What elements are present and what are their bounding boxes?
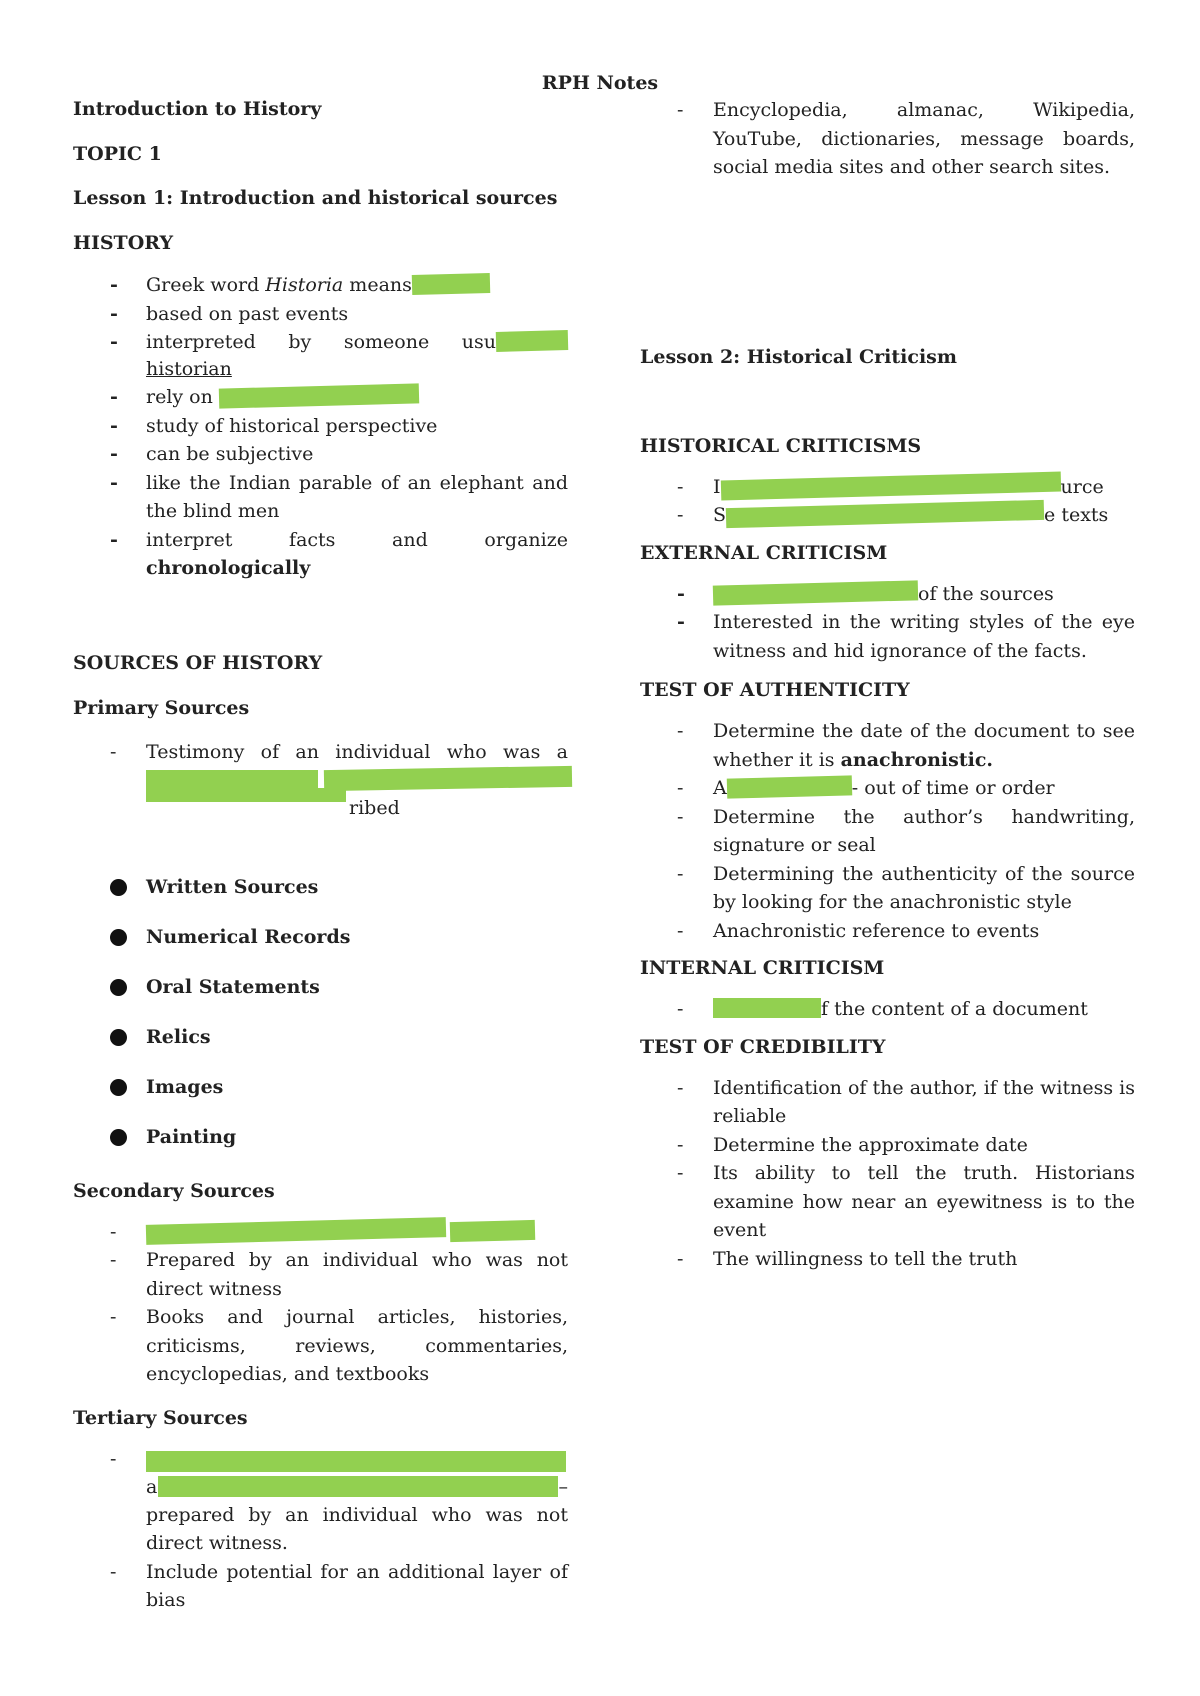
tertiary-heading: Tertiary Sources xyxy=(73,1406,248,1429)
list-item: - The willingness to tell the truth xyxy=(677,1247,1018,1270)
list-item: - Testimony of an individual who was a ribed xyxy=(73,738,568,852)
list-item: - interpret facts and organize chronologically xyxy=(110,528,568,579)
list-item: - Encyclopedia, almanac, Wikipedia, YouTube, dictionaries, message boards, social media sites and other search sites. xyxy=(677,99,1135,178)
list-item: - Include potential for an additional layer of bias xyxy=(110,1560,568,1611)
list-item: - Interested in the writing styles of the eye witness and hid ignorance of the facts. xyxy=(677,611,1135,662)
secondary-list xyxy=(73,1218,568,1389)
tertiary-list xyxy=(73,1445,568,1615)
list-item: - Its ability to tell the truth. Historians examine how near an eyewitness is to the event xyxy=(677,1162,1135,1241)
bullet-dot xyxy=(110,929,127,946)
redaction-highlight xyxy=(726,775,851,798)
redaction-highlight xyxy=(713,998,821,1018)
redaction-highlight xyxy=(146,1451,566,1472)
historical-criticisms-list xyxy=(640,473,1135,530)
internal-criticism-list xyxy=(640,995,1135,1024)
list-item: - based on past events xyxy=(110,302,349,325)
authenticity-list xyxy=(640,717,1135,945)
list-item: - a – prepared by an individual who was not direct witness. xyxy=(110,1447,568,1554)
list-item: - Determine the date of the document to see whether it is anachronistic. xyxy=(677,720,1135,771)
lesson2-heading: Lesson 2: Historical Criticism xyxy=(640,345,957,368)
list-item: - rely on xyxy=(73,383,568,412)
credibility-list xyxy=(640,1074,1135,1274)
redaction-highlight xyxy=(219,383,419,408)
tertiary-continued-list xyxy=(640,96,1135,182)
list-item: - Anachronistic reference to events xyxy=(677,919,1040,942)
redaction-highlight xyxy=(450,1219,535,1241)
list-item: - Prepared by an individual who was not direct witness xyxy=(110,1249,568,1300)
list-item: - like the Indian parable of an elephant and the blind men xyxy=(110,471,568,522)
credibility-heading: TEST OF CREDIBILITY xyxy=(640,1035,886,1058)
bullet-dot xyxy=(110,979,127,996)
list-item: - I urce xyxy=(640,473,1135,502)
internal-criticism-heading: INTERNAL CRITICISM xyxy=(640,957,885,979)
list-item: Painting xyxy=(73,1112,568,1162)
list-item: - xyxy=(73,1218,568,1247)
topic-heading: TOPIC 1 xyxy=(73,143,162,165)
bullet-dot xyxy=(110,1079,127,1096)
section-heading-intro: Introduction to History xyxy=(73,98,322,120)
list-item: Numerical Records xyxy=(73,912,568,962)
external-criticism-list xyxy=(640,580,1135,666)
right-column xyxy=(640,96,1135,1273)
redaction-highlight xyxy=(496,330,568,352)
redaction-highlight xyxy=(726,500,1044,528)
list-item: - f the content of a document xyxy=(677,998,1088,1020)
list-item: Relics xyxy=(73,1012,568,1062)
list-item: Written Sources xyxy=(73,862,568,912)
redaction-highlight xyxy=(146,788,346,802)
historical-criticisms-heading: HISTORICAL CRITICISMS xyxy=(640,434,922,457)
list-item: historian xyxy=(146,357,232,380)
list-item: - Identification of the author, if the witness is reliable xyxy=(677,1076,1135,1127)
external-criticism-heading: EXTERNAL CRITICISM xyxy=(640,541,888,564)
list-item: - Greek word Historia means xyxy=(73,271,568,300)
redaction-highlight xyxy=(146,1217,446,1245)
left-column xyxy=(73,96,568,1615)
authenticity-heading: TEST OF AUTHENTICITY xyxy=(640,679,910,701)
list-item: - can be subjective xyxy=(110,443,314,465)
list-item: - study of historical perspective xyxy=(110,414,438,437)
list-item: Oral Statements xyxy=(73,962,568,1012)
list-item: - Determining the authenticity of the source by looking for the anachronistic style xyxy=(677,862,1135,913)
bullet-dot xyxy=(110,1129,127,1146)
primary-list xyxy=(73,738,568,852)
redaction-highlight xyxy=(412,273,490,295)
redaction-highlight xyxy=(720,471,1060,500)
list-item: - A - out of time or order xyxy=(677,777,1055,799)
sources-heading: SOURCES OF HISTORY xyxy=(73,651,323,674)
history-heading: HISTORY xyxy=(73,232,174,254)
primary-types-list xyxy=(73,862,568,1162)
list-item: - Determine the author’s handwriting, signature or seal xyxy=(677,805,1135,856)
lesson1-heading: Lesson 1: Introduction and historical sources xyxy=(73,187,558,209)
primary-heading: Primary Sources xyxy=(73,696,250,719)
redaction-highlight xyxy=(324,766,572,791)
list-item: Images xyxy=(73,1062,568,1112)
secondary-heading: Secondary Sources xyxy=(73,1179,275,1202)
list-item: - S e texts xyxy=(640,501,1135,530)
list-item: - Determine the approximate date xyxy=(677,1133,1028,1156)
redaction-highlight xyxy=(158,1476,558,1497)
list-item: - of the sources xyxy=(640,580,1135,609)
history-list xyxy=(73,271,568,583)
page-title: RPH Notes xyxy=(541,72,659,94)
bullet-dot xyxy=(110,879,127,896)
bullet-dot xyxy=(110,1029,127,1046)
redaction-highlight xyxy=(713,580,918,605)
list-item: - Books and journal articles, histories, criticisms, reviews, commentaries, encyclopedias, and textbooks xyxy=(110,1306,568,1385)
list-item: - interpreted by someone usu xyxy=(73,328,568,357)
